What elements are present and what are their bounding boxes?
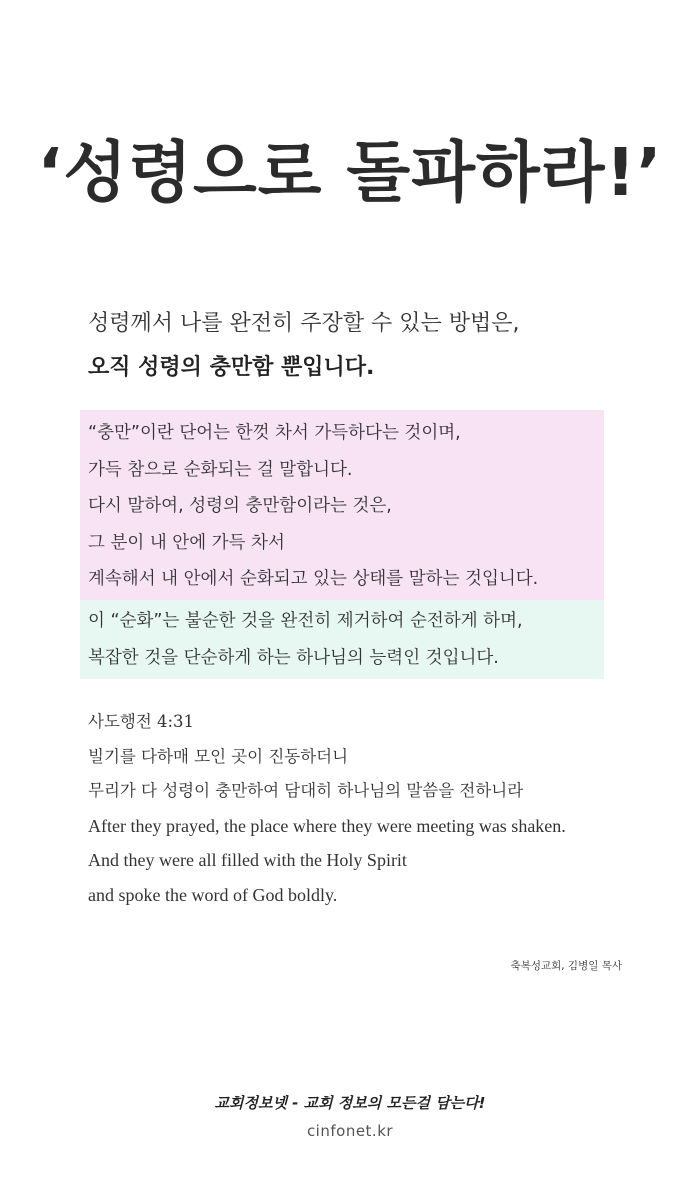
footer-site-link[interactable]: cinfonet.kr <box>306 1122 394 1140</box>
paragraph-line: 복잡한 것을 단순하게 하는 하나님의 능력인 것입니다. <box>88 647 499 668</box>
paragraph-line: “충만”이란 단어는 한껏 차서 가득하다는 것이며, <box>88 423 461 443</box>
scripture-english-line: And they were all filled with the Holy Spirit <box>88 850 407 870</box>
paragraph-line: 가득 참으로 순화되는 걸 말합니다. <box>88 459 353 480</box>
paragraph-line: 이 “순화”는 불순한 것을 완전히 제거하여 순전하게 하며, <box>88 611 523 631</box>
scripture-korean-line: 빌기를 다하매 모인 곳이 진동하더니 <box>88 746 349 766</box>
scripture-passage <box>88 705 648 912</box>
highlight-box-pink <box>80 410 604 600</box>
scripture-english-line: and spoke the word of God boldly. <box>88 884 338 905</box>
intro-emphasis-line: 오직 성령의 충만함 뿐입니다. <box>88 355 375 380</box>
page-title: ‘성령으로 돌파하라!’ <box>37 134 663 211</box>
intro-line: 성령께서 나를 완전히 주장할 수 있는 방법은, <box>88 311 520 336</box>
paragraph-line: 다시 말하여, 성령의 충만함이라는 것은, <box>88 496 392 516</box>
highlight-box-mint <box>80 600 604 679</box>
scripture-english-line: After they prayed, the place where they were meeting was shaken. <box>88 815 566 836</box>
footer <box>0 1088 700 1144</box>
paragraph-line: 그 분이 내 안에 가득 차서 <box>88 532 285 553</box>
scripture-reference: 사도행전 4:31 <box>88 712 195 731</box>
paragraph-line: 계속해서 내 안에서 순화되고 있는 상태를 말하는 것입니다. <box>88 569 539 589</box>
scripture-korean-line: 무리가 다 성령이 충만하여 담대히 하나님의 말씀을 전하니라 <box>88 781 524 800</box>
intro-text <box>88 302 648 390</box>
author-credit: 축복성교회, 김병일 목사 <box>510 960 622 972</box>
footer-slogan: 교회정보넷 - 교회 정보의 모든걸 담는다! <box>214 1094 486 1112</box>
